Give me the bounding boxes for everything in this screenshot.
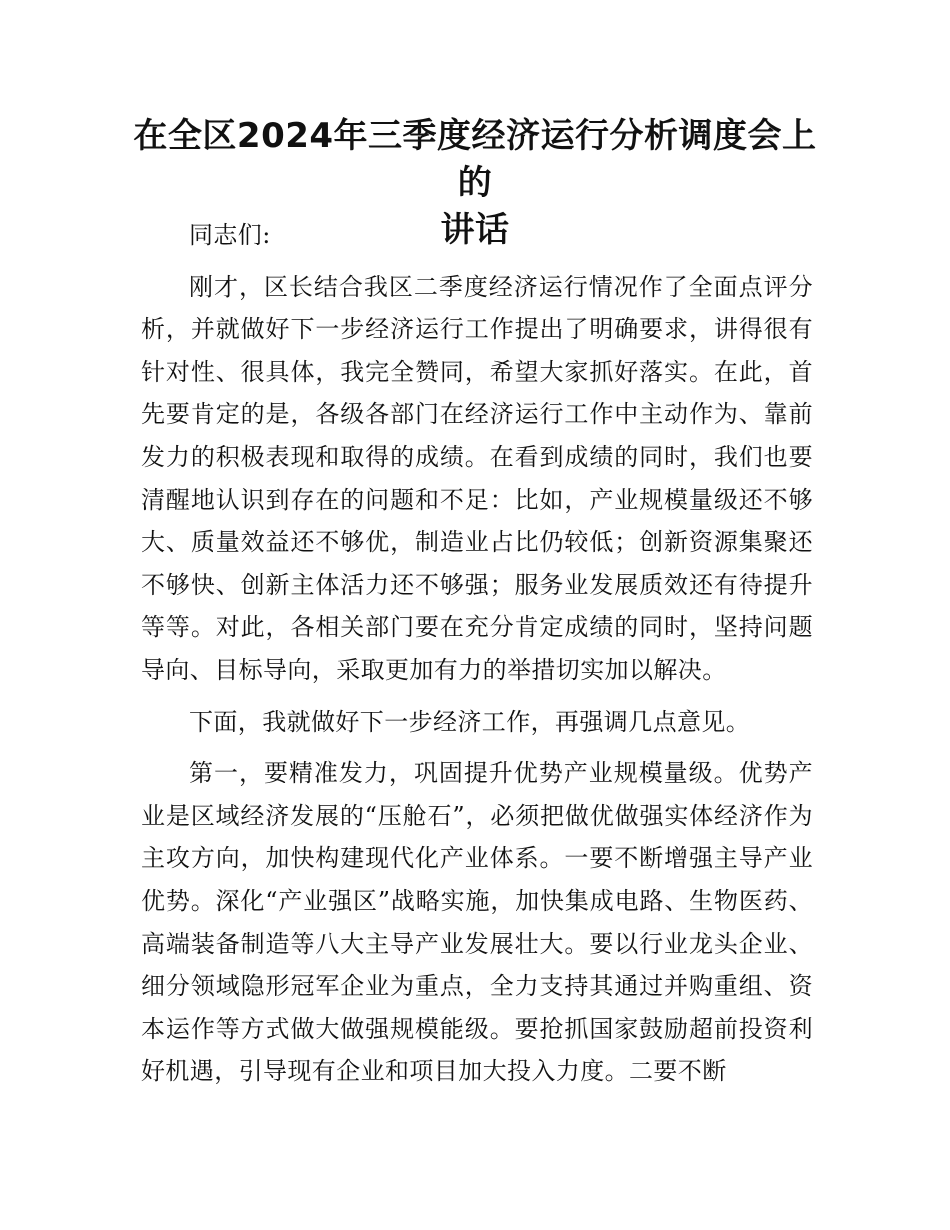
title-line-2: 讲话 bbox=[440, 210, 510, 250]
paragraph-2: 下面，我就做好下一步经济工作，再强调几点意见。 bbox=[189, 707, 751, 736]
salutation: 同志们: bbox=[189, 221, 271, 249]
document-body bbox=[141, 214, 813, 1093]
paragraph-3: 第一，要精准发力，巩固提升优势产业规模量级。优势产业是区域经济发展的“压舱石”，必须把做优做强实体经济作为主攻方向，加快构建现代化产业体系。一要不断增强主导产业优势。深化“产业强区”战略实施，加快集成电路、生物医药、高端装备制造等八大主导产业发展壮大。要以行业龙头企业、细分领域隐形冠军企业为重点，全力支持其通过并购重组、资本运作等方式做大做强规模能级。要抢抓国家鼓励超前投资利好机遇，引导现有企业和项目加大投入力度。二要不断 bbox=[141, 759, 813, 1086]
paragraph-1: 刚才，区长结合我区二季度经济运行情况作了全面点评分析，并就做好下一步经济运行工作提出了明确要求，讲得很有针对性、很具体，我完全赞同，希望大家抓好落实。在此，首先要肯定的是，各级各部门在经济运行工作中主动作为、靠前发力的积极表现和取得的成绩。在看到成绩的同时，我们也要清醒地认识到存在的问题和不足：比如，产业规模量级还不够大、质量效益还不够优，制造业占比仍较低；创新资源集聚还不够快、创新主体活力还不够强；服务业发展质效还有待提升等等。对此，各相关部门要在充分肯定成绩的同时，坚持问题导向、目标导向，采取更加有力的举措切实加以解决。 bbox=[141, 272, 813, 684]
title-line-1: 在全区2024年三季度经济运行分析调度会上的 bbox=[133, 116, 817, 203]
